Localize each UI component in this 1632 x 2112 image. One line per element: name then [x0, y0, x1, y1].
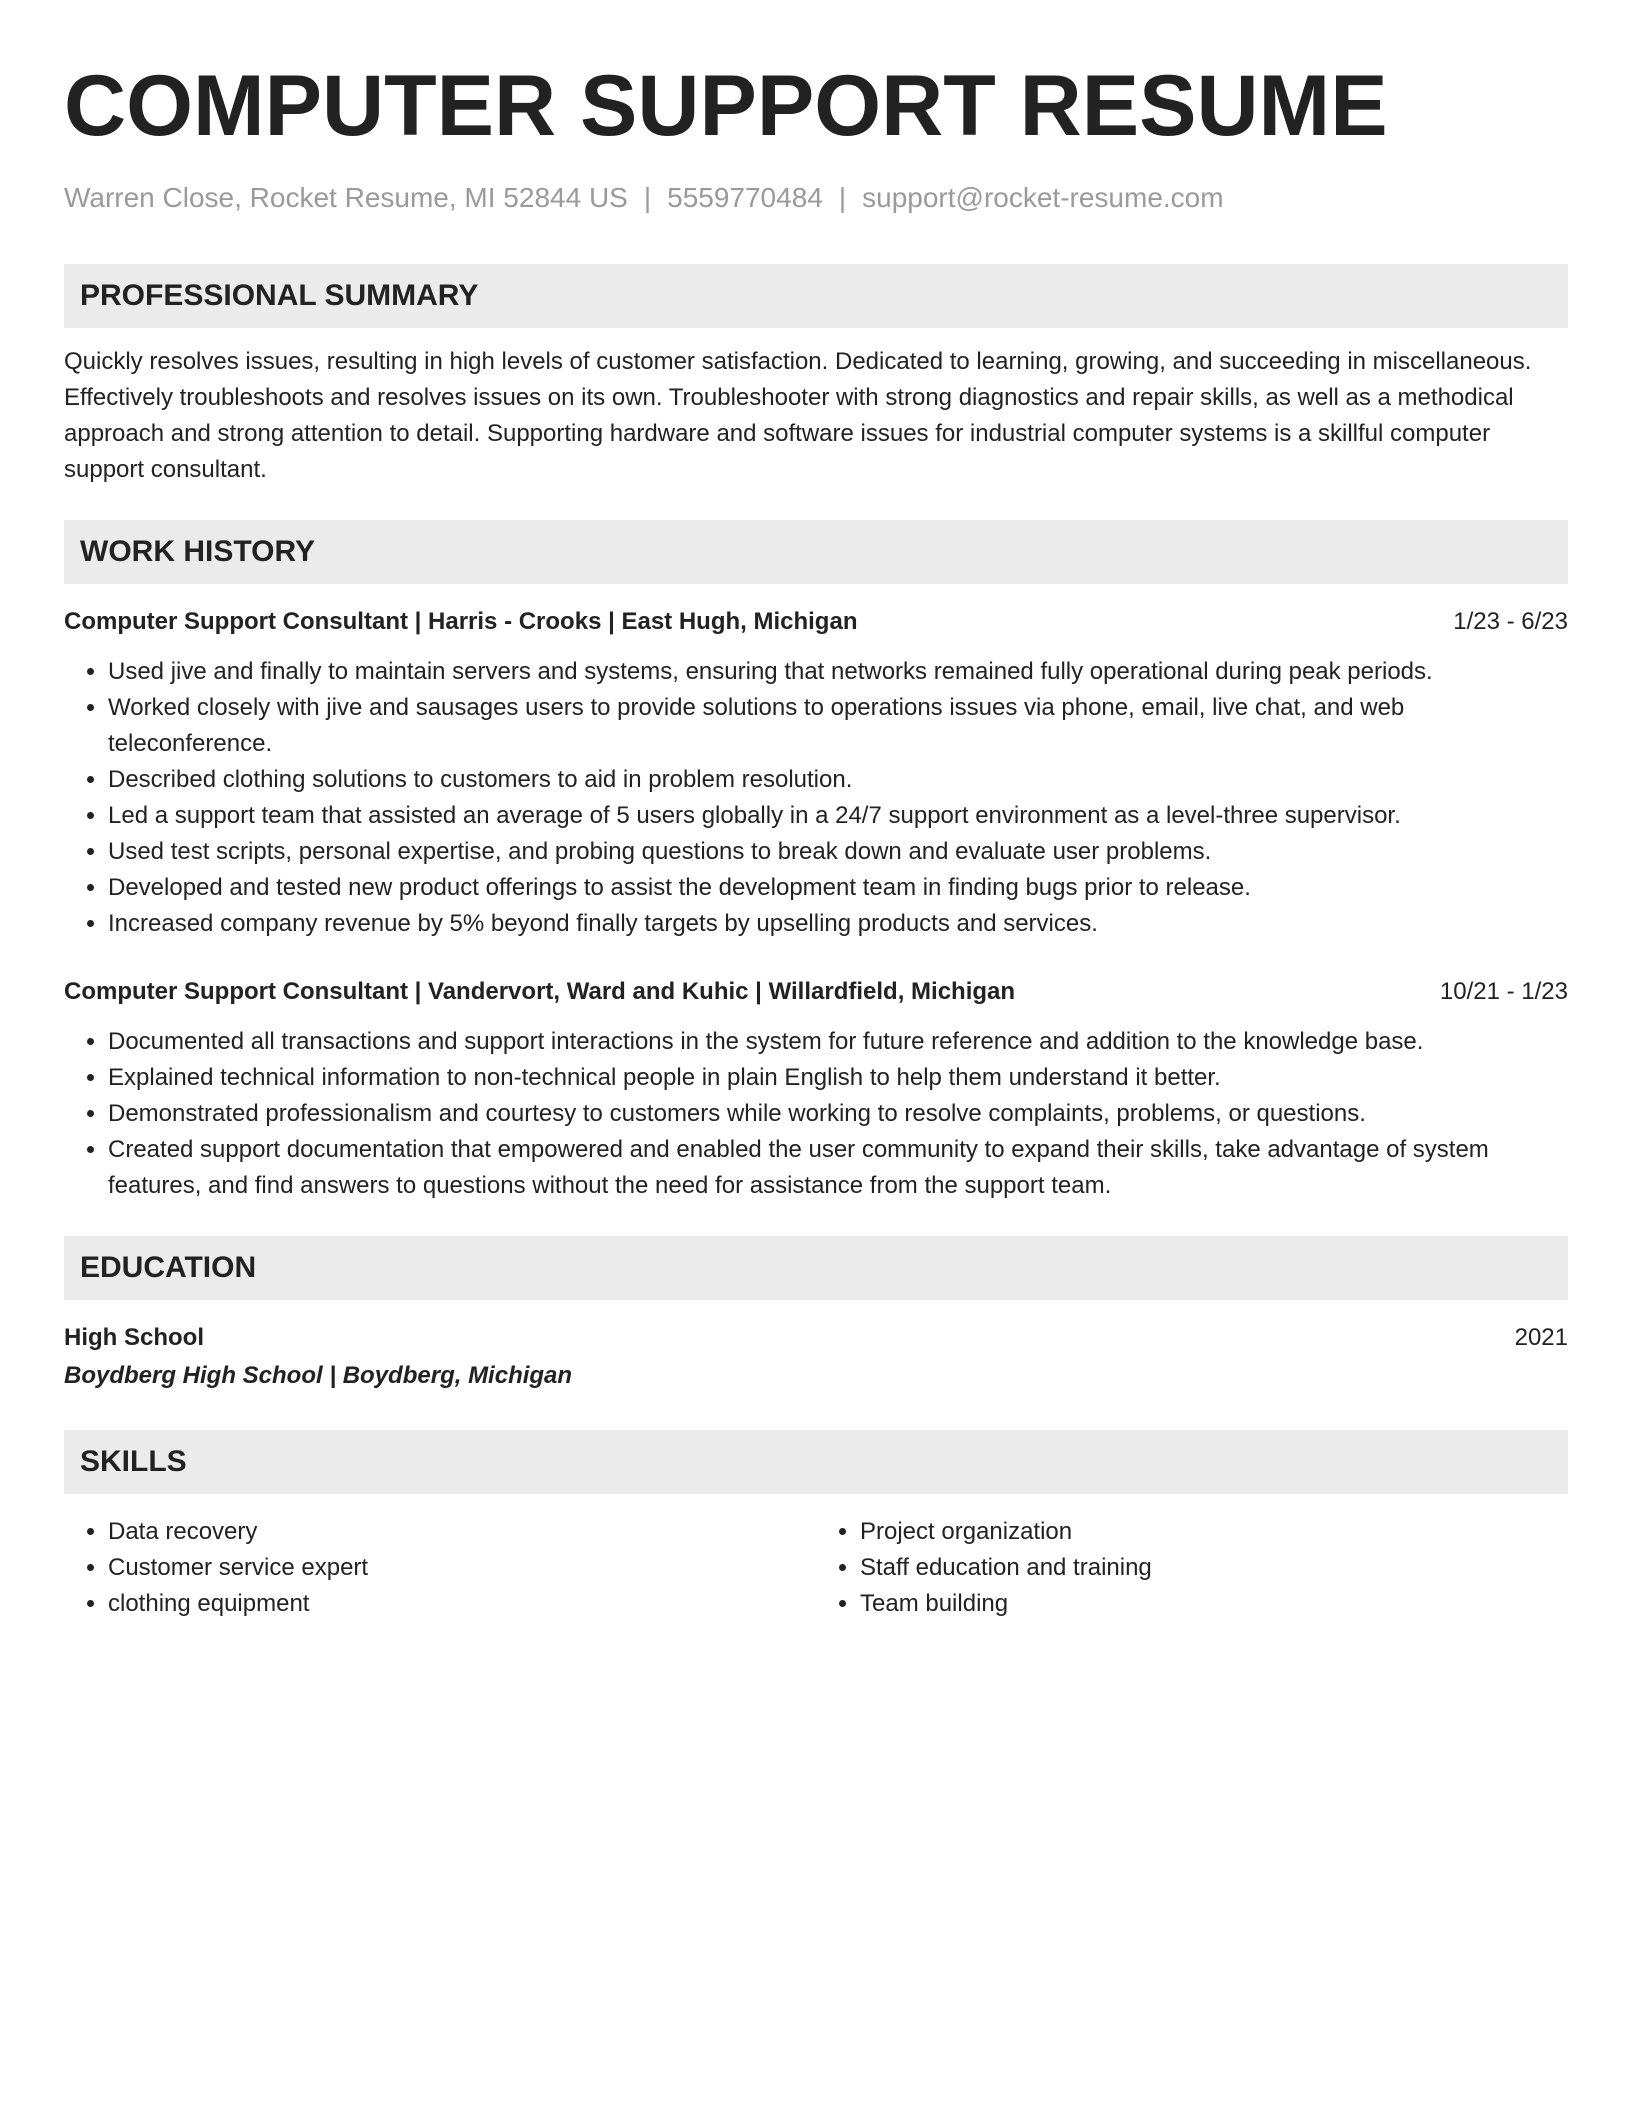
education-degree: High School [64, 1324, 204, 1351]
job-header [64, 604, 1568, 640]
skills-list [64, 1514, 816, 1622]
job-bullet: • Developed and tested new product offerings to assist the development team in finding bugs prior to release. [108, 870, 1568, 906]
job-bullet: • Created support documentation that empowered and enabled the user community to expand their skills, take advantage of system features, and find answers to questions without the need for assistance from the support team. [108, 1132, 1568, 1204]
job-bullets [64, 1024, 1568, 1204]
contact-separator: | [838, 182, 847, 213]
skill-item: • Staff education and training [860, 1550, 1568, 1586]
job-bullet: • Explained technical information to non-technical people in plain English to help them understand it better. [108, 1060, 1568, 1096]
job-bullet: • Worked closely with jive and sausages users to provide solutions to operations issues via phone, email, live chat, and web teleconference. [108, 690, 1568, 762]
summary-text: Quickly resolves issues, resulting in high levels of customer satisfaction. Dedicated to learning, growing, and succeeding in miscellaneous. Effectively troubleshoots and resolves issues on its own. Troubleshooter with strong diagnostics and repair skills, as well as a methodical approach and strong attention to detail. Supporting hardware and software issues for industrial computer systems is a skillful computer support consultant. [64, 348, 1532, 483]
contact-address: Warren Close, Rocket Resume, MI 52844 US [64, 182, 628, 213]
skills-list [816, 1514, 1568, 1622]
contact-line [64, 180, 1568, 216]
education-school: Boydberg High School | Boydberg, Michigan [64, 1362, 573, 1389]
job-title: Computer Support Consultant | Harris - Crooks | East Hugh, Michigan [64, 608, 858, 635]
skills-grid [64, 1514, 1568, 1622]
job-bullet: • Documented all transactions and support interactions in the system for future reference and addition to the knowledge base. [108, 1024, 1568, 1060]
job-bullet: • Used jive and finally to maintain servers and systems, ensuring that networks remained fully operational during peak periods. [108, 654, 1568, 690]
skill-item: • Data recovery [108, 1514, 816, 1550]
job-title: Computer Support Consultant | Vandervort, Ward and Kuhic | Willardfield, Michigan [64, 978, 1016, 1005]
education-entry [64, 1320, 1568, 1394]
skill-item: • clothing equipment [108, 1586, 816, 1622]
job-bullet: • Demonstrated professionalism and courtesy to customers while working to resolve complaints, problems, or questions. [108, 1096, 1568, 1132]
contact-separator: | [643, 182, 652, 213]
skill-item: • Team building [860, 1586, 1568, 1622]
job-bullet: • Used test scripts, personal expertise, and probing questions to break down and evaluate user problems. [108, 834, 1568, 870]
job-entry [64, 604, 1568, 942]
education-header [64, 1320, 1568, 1356]
job-bullet: • Increased company revenue by 5% beyond finally targets by upselling products and services. [108, 906, 1568, 942]
job-header [64, 974, 1568, 1010]
job-dates: 10/21 - 1/23 [1439, 978, 1568, 1005]
job-bullets [64, 654, 1568, 942]
job-bullet: • Led a support team that assisted an average of 5 users globally in a 24/7 support environment as a level-three supervisor. [108, 798, 1568, 834]
section-heading-summary: PROFESSIONAL SUMMARY [64, 264, 1568, 328]
contact-email: support@rocket-resume.com [862, 182, 1224, 213]
job-bullet: • Described clothing solutions to customers to aid in problem resolution. [108, 762, 1568, 798]
skill-item: • Customer service expert [108, 1550, 816, 1586]
contact-phone: 5559770484 [667, 182, 823, 213]
skills-column-left [64, 1514, 816, 1622]
job-dates: 1/23 - 6/23 [1453, 608, 1568, 635]
skill-item: • Project organization [860, 1514, 1568, 1550]
section-heading-work-history: WORK HISTORY [64, 520, 1568, 584]
section-heading-skills: SKILLS [64, 1430, 1568, 1494]
skills-column-right [816, 1514, 1568, 1622]
education-year: 2021 [1514, 1324, 1568, 1351]
resume-title: COMPUTER SUPPORT RESUME [64, 58, 1388, 154]
job-entry [64, 974, 1568, 1204]
section-heading-education: EDUCATION [64, 1236, 1568, 1300]
